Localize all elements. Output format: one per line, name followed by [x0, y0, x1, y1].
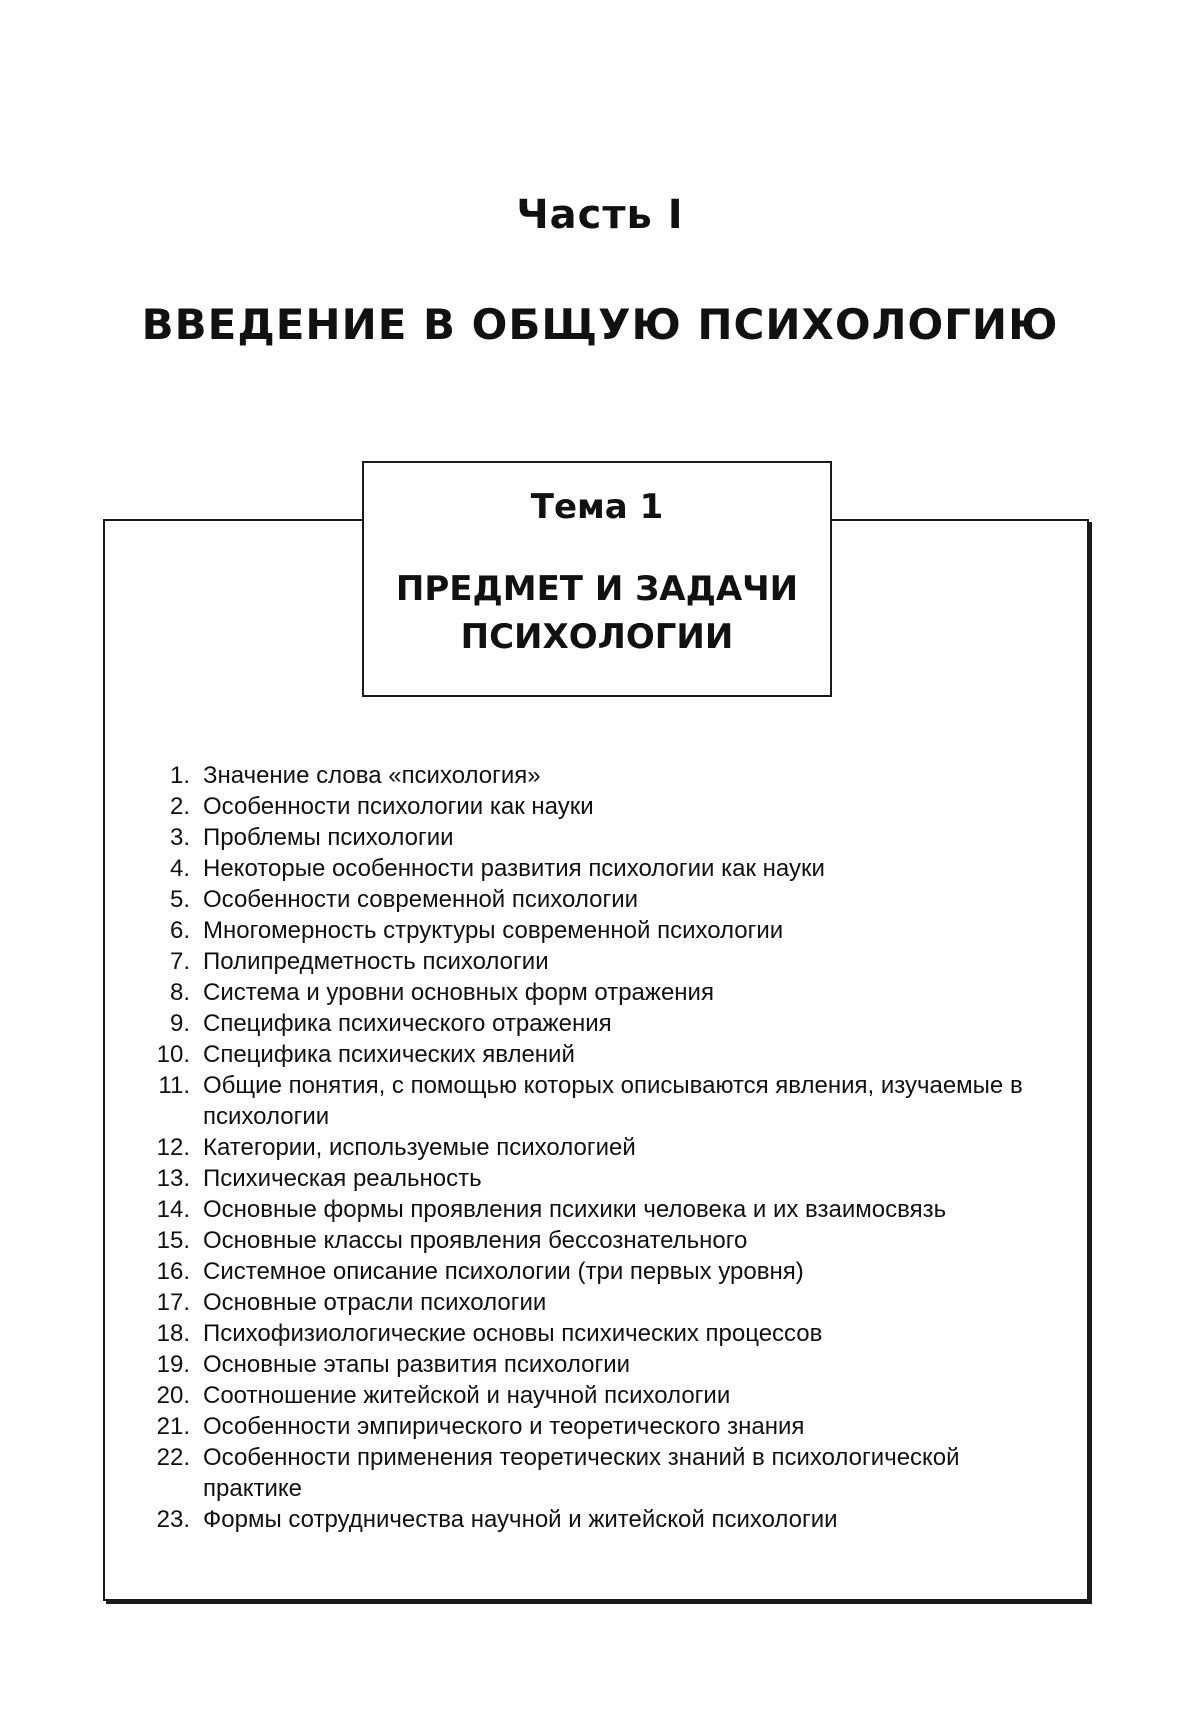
topic-header-box [362, 461, 832, 697]
item-number: 19 . [138, 1349, 193, 1380]
list-item [138, 1008, 1058, 1039]
list-item [138, 1411, 1058, 1442]
part-title: ВВЕДЕНИЕ В ОБЩУЮ ПСИХОЛОГИЮ [141, 300, 1059, 349]
item-text: Основные классы проявления бессознательного [203, 1227, 748, 1254]
topic-label: Тема 1 [530, 487, 664, 527]
item-text: Значение слова «психология» [203, 762, 541, 789]
item-number: 16 . [138, 1256, 193, 1287]
list-item [138, 1504, 1058, 1535]
list-item [138, 1132, 1058, 1163]
item-text: Полипредметность психологии [203, 948, 549, 975]
list-item [138, 760, 1058, 791]
list-item [138, 791, 1058, 822]
list-item [138, 853, 1058, 884]
list-item [138, 1318, 1058, 1349]
item-number: 17 . [138, 1287, 193, 1318]
item-number: 13 . [138, 1163, 193, 1194]
item-number: 8 . [138, 977, 193, 1008]
item-number: 2 . [138, 791, 193, 822]
list-item [138, 884, 1058, 915]
topic-title: ПРЕДМЕТ И ЗАДАЧИ ПСИХОЛОГИИ [395, 569, 799, 657]
item-number: 10 . [138, 1039, 193, 1070]
item-text: Формы сотрудничества научной и житейской психологии [203, 1506, 838, 1533]
list-item [138, 1225, 1058, 1256]
part-label: Часть I [516, 192, 684, 238]
list-item [138, 1442, 1058, 1504]
item-number: 6 . [138, 915, 193, 946]
item-text: Категории, используемые психологией [203, 1134, 636, 1161]
item-number: 1 . [138, 760, 193, 791]
item-text: Многомерность структуры современной психологии [203, 917, 784, 944]
list-item [138, 1070, 1058, 1132]
list-item [138, 1349, 1058, 1380]
item-number: 18 . [138, 1318, 193, 1349]
item-text: Система и уровни основных форм отражения [203, 979, 714, 1006]
item-number: 14 . [138, 1194, 193, 1225]
item-text: Основные этапы развития психологии [203, 1351, 631, 1378]
item-number: 5 . [138, 884, 193, 915]
list-item [138, 1194, 1058, 1225]
item-number: 15 . [138, 1225, 193, 1256]
list-item [138, 915, 1058, 946]
item-text: Системное описание психологии (три первых уровня) [203, 1258, 804, 1285]
list-item [138, 822, 1058, 853]
item-number: 21 . [138, 1411, 193, 1442]
item-text: Психофизиологические основы психических процессов [203, 1320, 823, 1347]
item-text: Особенности эмпирического и теоретического знания [203, 1413, 805, 1440]
item-number: 7 . [138, 946, 193, 977]
item-text: Общие понятия, с помощью которых описываются явления, изучаемые в психологии [203, 1072, 1023, 1130]
topic-contents-list [138, 760, 1058, 1535]
item-number: 23 . [138, 1504, 193, 1535]
list-item [138, 1380, 1058, 1411]
item-text: Некоторые особенности развития психологии как науки [203, 855, 825, 882]
item-number: 22 . [138, 1442, 193, 1504]
item-text: Особенности современной психологии [203, 886, 639, 913]
item-text: Психическая реальность [203, 1165, 482, 1192]
item-text: Специфика психических явлений [203, 1041, 575, 1068]
item-text: Соотношение житейской и научной психологии [203, 1382, 731, 1409]
list-item [138, 1039, 1058, 1070]
item-text: Проблемы психологии [203, 824, 454, 851]
item-text: Основные формы проявления психики человека и их взаимосвязь [203, 1196, 947, 1223]
list-item [138, 977, 1058, 1008]
item-text: Особенности применения теоретических знаний в психологической практике [203, 1444, 960, 1502]
item-number: 20 . [138, 1380, 193, 1411]
item-text: Основные отрасли психологии [203, 1289, 547, 1316]
item-text: Особенности психологии как науки [203, 793, 594, 820]
item-number: 4 . [138, 853, 193, 884]
list-item [138, 1256, 1058, 1287]
item-number: 12 . [138, 1132, 193, 1163]
list-item [138, 946, 1058, 977]
item-number: 3 . [138, 822, 193, 853]
list-item [138, 1163, 1058, 1194]
item-text: Специфика психического отражения [203, 1010, 612, 1037]
list-item [138, 1287, 1058, 1318]
item-number: 9 . [138, 1008, 193, 1039]
item-number: 11 . [138, 1070, 193, 1132]
